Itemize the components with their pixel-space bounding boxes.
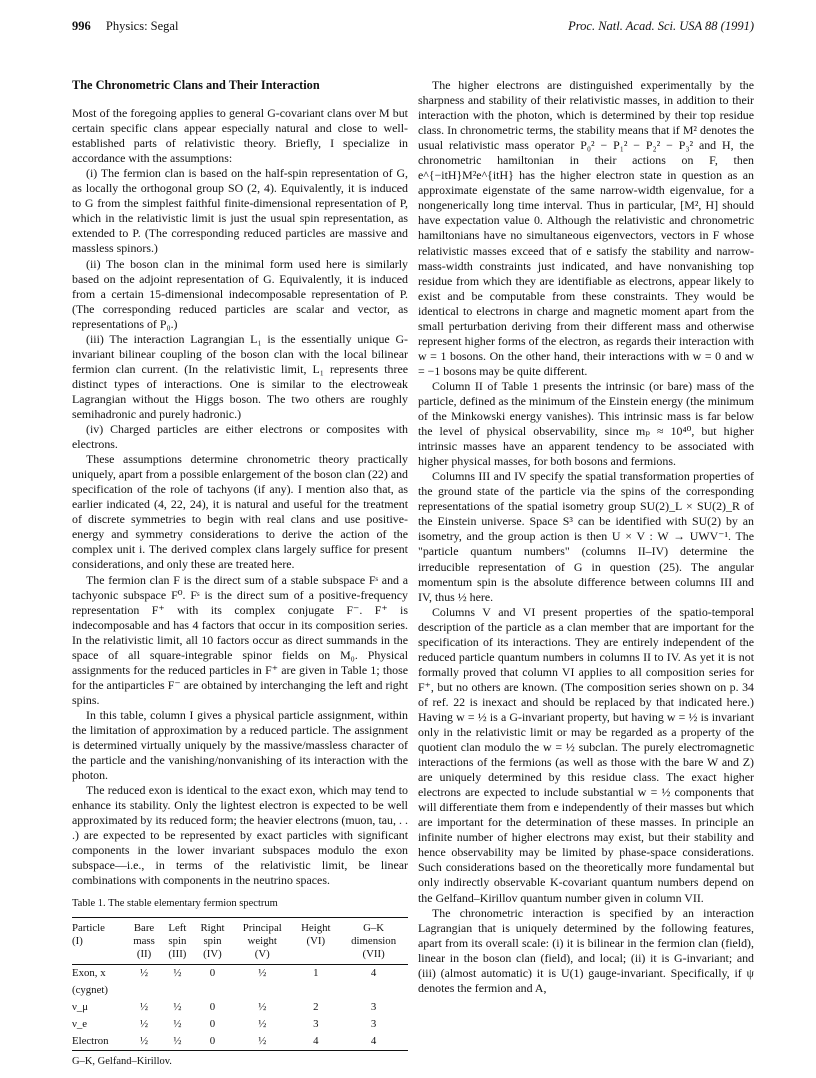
fermion-spectrum-table <box>72 917 408 1051</box>
header-left <box>72 19 178 34</box>
header-left-spin: Left spin (III) <box>168 921 187 960</box>
table-cell: 4 <box>370 1034 377 1047</box>
left-column <box>72 78 408 1069</box>
table-cell: 3 <box>370 1000 377 1013</box>
running-title: Physics: Segal <box>105 19 179 33</box>
table-cell: ½ <box>139 1017 149 1030</box>
table-cell: ½ <box>173 966 182 979</box>
header-gk-dimension: G–K dimension (VII) <box>351 921 397 960</box>
table-cell: 2 <box>313 1000 319 1013</box>
table-cell: Electron <box>72 1034 109 1047</box>
table-footnote: G–K, Gelfand–Kirillov. <box>72 1055 172 1067</box>
paragraph: The chronometric interaction is specified by an interaction Lagrangian that is uniquely determined by the following features, apart from its overall scale: (i) it is bilinear in the fermion clan (field), linear in the boson clan (field), and local; (ii) it is G-invariant; and (iii) (almost automatic) it is U(1) gauge-invariant. Specifically, if ψ denotes the fermion and A, <box>418 905 754 995</box>
table-cell: Exon, x <box>72 966 106 979</box>
table-cell: 3 <box>370 1017 377 1030</box>
paragraph: (iii) The interaction Lagrangian L₁ is the essentially unique G-invariant bilinear coupling of the boson clan with the local bilinear fermion clan current. (In the relativistic limit, L₁ represents three distinct types of interactions. One is similar to the electroweak Lagrangian without the Higgs boson. The two others are roughly semihadronic and purely hadronic.) <box>72 331 408 421</box>
table-cell <box>126 982 408 999</box>
table-cell: 3 <box>313 1017 319 1030</box>
header-right-spin: Right spin (IV) <box>200 921 225 960</box>
paragraph: Columns V and VI present properties of the spatio-temporal description of the particle as a clan member that are important for the specification of its interactions. They are entirely independent of the reduced particle quantum numbers in columns II to IV. As yet it is not formally proved that column VI applies to all composition series for F⁺, but no others are known. (The composition series shown on p. 34 of ref. 22 is inexact and should be replaced by that indicated here.) Having w = ½ is a G-invariant property, but having w = ½ is invariant only in the relativistic limit or may be regarded as a property of the quotient clan modulo the w = ½ subclan. The purely electromagnetic interactions of the fermions (as well as those with the bare W and Z) are uniquely determined by this residue class. The exact higher electrons are expected to include substantial w = ½ components that will differentiate them from e independently of their masses but which are important for the determination of these masses. In principle an infinite number of higher electrons may exist, but their stability and hence observability may be limited by phase-space considerations. Such considerations based on the theoretically more fundamental but only indirectly observable K-covariant quantum numbers depend on the Gelfand–Kirillov quantum number given in column VII. <box>418 604 754 905</box>
table-cell: ½ <box>173 1000 182 1013</box>
paragraph: The higher electrons are distinguished experimentally by the sharpness and stability of their relativistic masses, in addition to their interaction with the photon, which is determined by their top residue class. In chronometric terms, the stability means that if M² denotes the usual relativistic mass operator P₀² − P₁² − P₂² − P₃² and H, the chronometric hamiltonian in their actions on F, then e^{−itH}M²e^{itH} has the higher electron state in question as an approximate eigenstate of the same narrow-width eigenvalue, for a nongenerically long time interval. Thus in particular, [M², H] should have expectation value 0. Although the relativistic and chronometric hamiltonians have no simultaneous eigenvectors, vectors in F whose relativistic masses exceed that of e satisfy the stability and narrow-mass-width constraints just indicated, and have nonvanishing top residue from which they are identifiable as electrons, appear likely to exist and be computable from these constraints. They would be identical to electrons in charge and magnetic moment apart from the small perturbation deriving from their different mass and otherwise represent higher forms of the electron, as regards their interaction with w = 1 bosons. On the other hand, their interactions with w = 0 and w = −1 bosons may be quite different. <box>418 78 754 378</box>
paragraph: The reduced exon is identical to the exact exon, which may tend to enhance its stability. Only the lightest electron is expected to be well approximated by its reduced form; the heavier electrons (muon, tau, . . .) are expected to be represented by exact particles with significant components in the lower invariant subspaces modulo the exon subspace—i.e., in terms of the relativistic limit, be linear combinations with components in the neutrino spaces. <box>72 783 408 888</box>
paragraph: The fermion clan F is the direct sum of a stable subspace Fˢ and a tachyonic subspace F⁰. Fˢ is the direct sum of a positive-frequency representation F⁺ with its complex conjugate F⁻. F⁺ is indecomposable and has 4 factors that occur in its composition series. In the relativistic limit, all 10 factors occur as direct summands in the space of all square-integrable spinor fields on M₀. Physical assignments for the reduced particles in F⁺ are given in Table 1; those for the antiparticles F⁻ are obtained by interchanging the left and right spins. <box>72 572 408 707</box>
table-cell: 4 <box>313 1034 319 1047</box>
table-cell: 0 <box>209 1034 216 1047</box>
paragraph: (iv) Charged particles are either electrons or composites with electrons. <box>72 422 408 452</box>
table-cell: 0 <box>209 966 216 979</box>
table-caption: Table 1. The stable elementary fermion spectrum <box>72 898 278 910</box>
page-number: 996 <box>72 19 91 33</box>
paragraph: Most of the foregoing applies to general G-covariant clans over M but certain specific clans appear especially natural and close to well-established parts of relativistic theory. Briefly, I specialize in accordance with the assumptions: <box>72 106 408 166</box>
table-cell: ½ <box>258 1034 267 1047</box>
table-row <box>72 1016 408 1033</box>
table-cell: ½ <box>173 1034 182 1047</box>
paragraph: (i) The fermion clan is based on the half-spin representation of G, as locally the orthogonal group SO (2, 4). Equivalently, it is induced to G from the simplest faithful finite-dimensional representation of P, which in the relativistic limit is just the usual spin representation, as extended to P. (The corresponding reduced particles are massive and massless spinors.) <box>72 166 408 256</box>
table-cell: (cygnet) <box>72 983 108 996</box>
table-cell: ½ <box>258 966 267 979</box>
right-column <box>418 78 754 996</box>
table-cell: ν_μ <box>72 1000 89 1013</box>
table-row <box>72 1033 408 1051</box>
table-cell: ½ <box>139 966 149 979</box>
table-cell: 0 <box>209 1000 216 1013</box>
header-particle: Particle (I) <box>72 921 105 947</box>
table-cell: ½ <box>139 1034 149 1047</box>
table-cell: ½ <box>173 1017 182 1030</box>
header-principal-weight: Principal weight (V) <box>242 921 282 960</box>
table-cell: ½ <box>258 1017 267 1030</box>
table-header-row <box>72 917 408 964</box>
table-cell: ½ <box>139 1000 149 1013</box>
header-height: Height (VI) <box>301 921 331 947</box>
table-row <box>72 999 408 1016</box>
table-cell: ν_e <box>72 1017 88 1030</box>
paragraph: (ii) The boson clan in the minimal form used here is similarly based on the adjoint representation of G. Equivalently, it is induced from a certain 15-dimensional indecomposable representation of P. (The corresponding reduced particles are scalar and vector, as representations of P₀.) <box>72 256 408 331</box>
paragraph: Column II of Table 1 presents the intrinsic (or bare) mass of the particle, defined as the minimum of the Einstein energy (the minimum of the Minkowski energy vanishes). This intrinsic mass is far below the level of physical observability, since mₚ ≈ 10⁴⁰, but higher intrinsic masses have an apparent tendency to be associated with higher physical masses, for both bosons and fermions. <box>418 378 754 469</box>
paragraph: Columns III and IV specify the spatial transformation properties of the ground state of the particle via the spins of the corresponding representations of the spatial isometry group SU(2)_L × SU(2)_R of the Einstein universe. Space S³ can be identified with SU(2) by an isometry, and the group action is then U × V : W → UWV⁻¹. The "particle quantum numbers" (columns II–IV) determine the irreducible representation of G in question (25). The angular momentum spin is the absolute difference between columns III and IV, thus ½ here. <box>418 469 754 604</box>
table-cell: 4 <box>370 966 377 979</box>
table-row <box>72 964 408 982</box>
page-header <box>72 19 754 39</box>
section-title: The Chronometric Clans and Their Interaction <box>72 78 320 92</box>
table-cell: ½ <box>258 1000 267 1013</box>
journal-citation: Proc. Natl. Acad. Sci. USA 88 (1991) <box>568 19 754 33</box>
table-row <box>72 982 408 999</box>
paragraph: In this table, column I gives a physical particle assignment, within the limitation of approximation by a reduced particle. The assignment is determined virtually uniquely by the massive/massless character of the particle and the vanishing/nonvanishing of its interaction with the photon. <box>72 707 408 783</box>
table-cell: 0 <box>209 1017 216 1030</box>
header-bare-mass: Bare mass (II) <box>133 921 155 960</box>
paragraph: These assumptions determine chronometric theory practically uniquely, apart from a possible enlargement of the boson clan (22) and specification of the role of tachyons (if any). I mention also that, as earlier indicated (4, 22, 24), it is natural and useful for the treatment of discrete symmetries to begin with real clans and use positive-energy and symmetry considerations to derive the action of the complex unit i. The derived complex clans largely suffice for present considerations, and only these are treated here. <box>72 452 408 572</box>
table-cell: 1 <box>313 966 319 979</box>
